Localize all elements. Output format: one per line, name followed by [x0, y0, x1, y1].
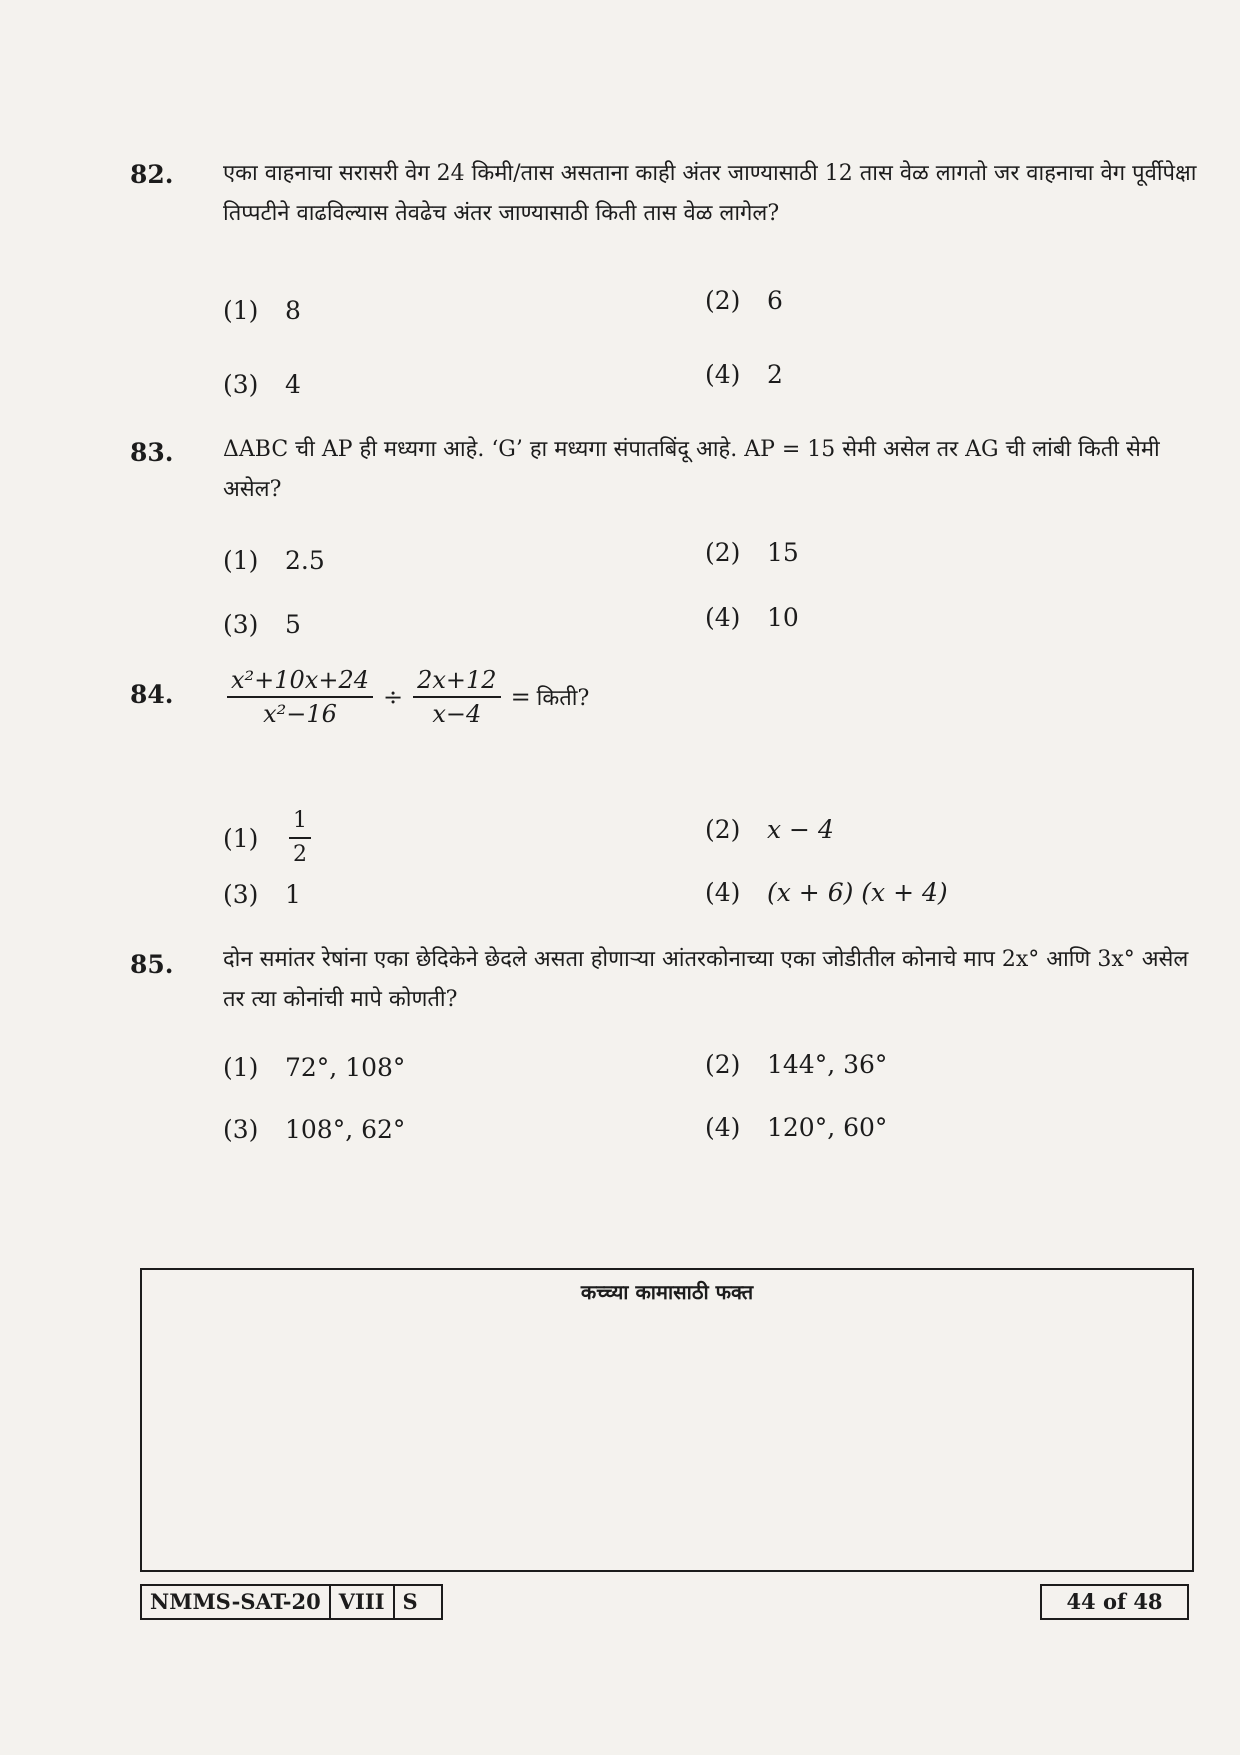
option-label: (2) — [705, 538, 741, 567]
question-number: 84. — [130, 680, 174, 709]
option-label: (4) — [705, 360, 741, 389]
question-text: एका वाहनाचा सरासरी वेग 24 किमी/तास असताना काही अंतर जाण्यासाठी 12 तास वेळ लागतो जर वाहनाचा वेग पूर्वीपेक्षा तिप्पटीने वाढविल्यास तेवढेच अंतर जाण्यासाठी किती तास वेळ लागेल? — [223, 161, 1197, 226]
option-value: x − 4 — [767, 815, 834, 844]
option-value: 1 — [285, 880, 301, 909]
option-value: 4 — [285, 370, 301, 399]
option-85-4 — [705, 1113, 887, 1142]
question-text: दोन समांतर रेषांना एका छेदिकेने छेदले असता होणाऱ्या आंतरकोनाच्या एका जोडीतील कोनाचे माप 2x° आणि 3x° असेल तर त्या कोनांची मापे कोणती? — [223, 947, 1189, 1012]
option-85-2 — [705, 1050, 887, 1079]
option-83-3 — [223, 610, 301, 639]
option-fraction-denominator: 2 — [293, 842, 307, 867]
option-82-2 — [705, 286, 783, 315]
fraction-2 — [413, 664, 500, 730]
option-label: (1) — [223, 296, 259, 325]
option-label: (4) — [705, 603, 741, 632]
set-label: S — [402, 1589, 418, 1614]
option-85-1 — [223, 1053, 405, 1082]
option-84-4 — [705, 878, 948, 907]
option-82-1 — [223, 296, 301, 325]
fraction-1-denominator: x²−16 — [263, 700, 337, 728]
question-expression — [223, 664, 589, 730]
option-84-3 — [223, 880, 301, 909]
option-label: (4) — [705, 878, 741, 907]
question-number: 85. — [130, 950, 174, 979]
option-label: (2) — [705, 1050, 741, 1079]
option-value: 6 — [767, 286, 783, 315]
option-value: 10 — [767, 603, 799, 632]
option-83-4 — [705, 603, 799, 632]
option-fraction-numerator: 1 — [289, 805, 311, 839]
option-label: (3) — [223, 370, 259, 399]
option-label: (3) — [223, 880, 259, 909]
option-value: 2 — [767, 360, 783, 389]
option-value: 72°, 108° — [285, 1053, 406, 1082]
question-suffix: किती? — [536, 686, 590, 711]
option-value: 2.5 — [285, 546, 325, 575]
fraction-2-numerator: 2x+12 — [413, 664, 500, 698]
question-number: 82. — [130, 160, 174, 189]
option-value: 108°, 62° — [285, 1115, 406, 1144]
option-85-3 — [223, 1115, 405, 1144]
option-fraction — [289, 805, 311, 871]
fraction-2-denominator: x−4 — [432, 700, 482, 728]
option-82-4 — [705, 360, 783, 389]
class-label: VIII — [331, 1586, 395, 1618]
rough-work-title: कच्च्या कामासाठी फक्त — [580, 1280, 754, 1304]
option-label: (3) — [223, 610, 259, 639]
divide-operator: ÷ — [383, 683, 404, 711]
exam-code: NMMS-SAT-20 — [142, 1586, 331, 1618]
fraction-1 — [227, 664, 373, 730]
option-84-1 — [223, 805, 315, 871]
fraction-1-numerator: x²+10x+24 — [227, 664, 373, 698]
option-value: 5 — [285, 610, 301, 639]
equals-sign: = — [510, 683, 531, 711]
option-label: (1) — [223, 823, 259, 853]
option-label: (1) — [223, 546, 259, 575]
option-value: (x + 6) (x + 4) — [767, 878, 948, 907]
option-label: (1) — [223, 1053, 259, 1082]
page-number: 44 of 48 — [1040, 1584, 1189, 1620]
option-83-1 — [223, 546, 325, 575]
option-value: 120°, 60° — [767, 1113, 888, 1142]
option-label: (2) — [705, 815, 741, 844]
option-value: 144°, 36° — [767, 1050, 888, 1079]
option-value: 8 — [285, 296, 301, 325]
option-82-3 — [223, 370, 301, 399]
question-number: 83. — [130, 438, 174, 467]
rough-work-box — [140, 1268, 1194, 1572]
option-label: (4) — [705, 1113, 741, 1142]
option-label: (3) — [223, 1115, 259, 1144]
option-84-2 — [705, 815, 834, 844]
question-text: ΔABC ची AP ही मध्यगा आहे. ‘G’ हा मध्यगा संपातबिंदू आहे. AP = 15 सेमी असेल तर AG ची लांबी किती सेमी असेल? — [223, 437, 1160, 502]
option-value: 15 — [767, 538, 799, 567]
option-83-2 — [705, 538, 799, 567]
footer-code-box — [140, 1584, 443, 1620]
option-label: (2) — [705, 286, 741, 315]
